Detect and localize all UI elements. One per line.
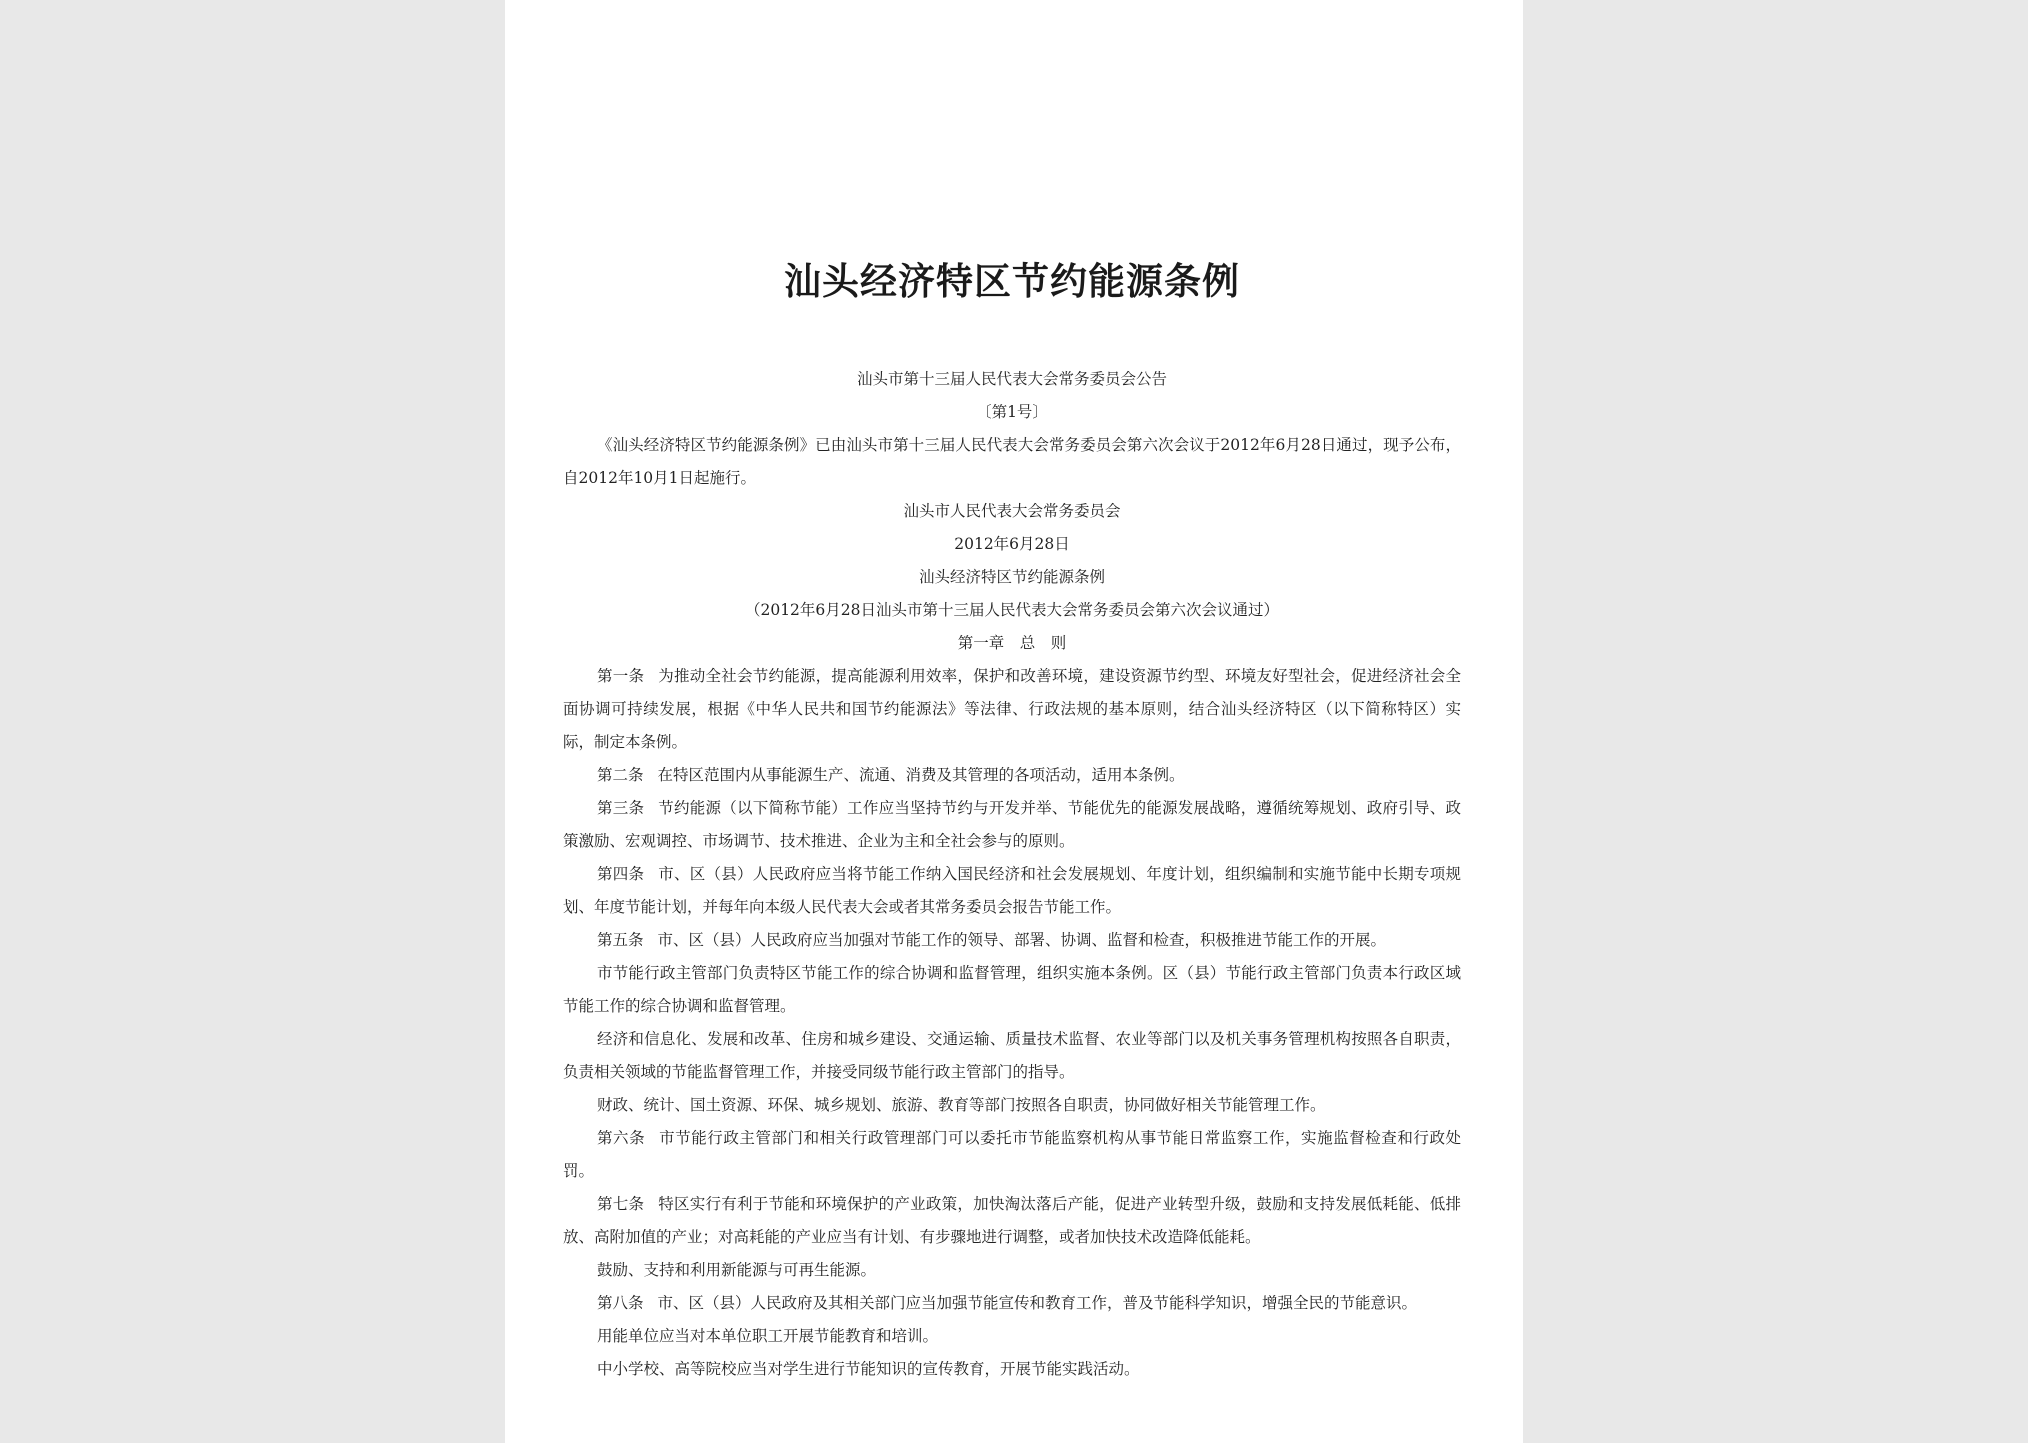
article-label: 第四条: [597, 865, 645, 883]
article-paragraph: [563, 1023, 1461, 1089]
announcement-number: 〔第1号〕: [976, 403, 1048, 421]
article-paragraph: [563, 759, 1461, 792]
article-label: 第六条: [597, 1129, 646, 1147]
article-label: 第八条: [597, 1294, 644, 1312]
article-text: 用能单位应当对本单位职工开展节能教育和培训。: [597, 1327, 939, 1345]
article-text: 市、区（县）人民政府应当加强对节能工作的领导、部署、协调、监督和检查，积极推进节能工作的开展。: [657, 931, 1387, 949]
article-paragraph: [563, 1353, 1461, 1386]
article-label: 第五条: [597, 931, 644, 949]
article-paragraph: [563, 1320, 1461, 1353]
article-text: 鼓励、支持和利用新能源与可再生能源。: [597, 1261, 877, 1279]
article-text: 市节能行政主管部门负责特区节能工作的综合协调和监督管理，组织实施本条例。区（县）节能行政主管部门负责本行政区域节能工作的综合协调和监督管理。: [563, 964, 1461, 1015]
issuer: 汕头市人民代表大会常务委员会: [903, 502, 1121, 520]
article-paragraph: [563, 1254, 1461, 1287]
article-paragraph: [563, 1122, 1461, 1188]
regulation-title: 汕头经济特区节约能源条例: [918, 568, 1105, 586]
article-text: 特区实行有利于节能和环境保护的产业政策，加快淘汰落后产能，促进产业转型升级，鼓励和支持发展低耗能、低排放、高附加值的产业；对高耗能的产业应当有计划、有步骤地进行调整，或者加快技术改造降低能耗。: [563, 1195, 1461, 1246]
article-list: [563, 660, 1461, 1386]
article-text: 中小学校、高等院校应当对学生进行节能知识的宣传教育，开展节能实践活动。: [597, 1360, 1140, 1378]
article-paragraph: [563, 1188, 1461, 1254]
announcement-header: 汕头市第十三届人民代表大会常务委员会公告: [856, 370, 1167, 388]
article-text: 市、区（县）人民政府及其相关部门应当加强节能宣传和教育工作，普及节能科学知识，增强全民的节能意识。: [657, 1294, 1418, 1312]
article-paragraph: [563, 792, 1461, 858]
article-paragraph: [563, 957, 1461, 1023]
article-text: 市、区（县）人民政府应当将节能工作纳入国民经济和社会发展规划、年度计划，组织编制和实施节能中长期专项规划、年度节能计划，并每年向本级人民代表大会或者其常务委员会报告节能工作。: [563, 865, 1461, 916]
article-label: 第七条: [597, 1195, 645, 1213]
issue-date: 2012年6月28日: [954, 535, 1070, 553]
adoption-note: （2012年6月28日汕头市第十三届人民代表大会常务委员会第六次会议通过）: [744, 601, 1280, 619]
article-text: 市节能行政主管部门和相关行政管理部门可以委托市节能监察机构从事节能日常监察工作，实施监督检查和行政处罚。: [563, 1129, 1461, 1180]
article-paragraph: [563, 660, 1461, 759]
article-text: 经济和信息化、发展和改革、住房和城乡建设、交通运输、质量技术监督、农业等部门以及机关事务管理机构按照各自职责，负责相关领域的节能监督管理工作，并接受同级节能行政主管部门的指导。: [563, 1030, 1461, 1081]
chapter-heading: 第一章 总 则: [957, 634, 1067, 652]
article-text: 财政、统计、国土资源、环保、城乡规划、旅游、教育等部门按照各自职责，协同做好相关节能管理工作。: [597, 1096, 1326, 1114]
document-page: [505, 0, 1523, 1443]
article-text: 为推动全社会节约能源，提高能源利用效率，保护和改善环境，建设资源节约型、环境友好型社会，促进经济社会全面协调可持续发展，根据《中华人民共和国节约能源法》等法律、行政法规的基本原则，结合汕头经济特区（以下简称特区）实际，制定本条例。: [563, 667, 1461, 751]
article-paragraph: [563, 1287, 1461, 1320]
article-text: 在特区范围内从事能源生产、流通、消费及其管理的各项活动，适用本条例。: [657, 766, 1185, 784]
announcement-body: 《汕头经济特区节约能源条例》已由汕头市第十三届人民代表大会常务委员会第六次会议于2012年6月28日通过，现予公布，自2012年10月1日起施行。: [563, 436, 1461, 487]
article-paragraph: [563, 858, 1461, 924]
article-text: 节约能源（以下简称节能）工作应当坚持节约与开发并举、节能优先的能源发展战略，遵循统筹规划、政府引导、政策激励、宏观调控、市场调节、技术推进、企业为主和全社会参与的原则。: [563, 799, 1461, 850]
article-label: 第三条: [597, 799, 645, 817]
article-paragraph: [563, 924, 1461, 957]
document-title: 汕头经济特区节约能源条例: [784, 260, 1240, 303]
article-label: 第二条: [597, 766, 644, 784]
article-paragraph: [563, 1089, 1461, 1122]
article-label: 第一条: [597, 667, 645, 685]
